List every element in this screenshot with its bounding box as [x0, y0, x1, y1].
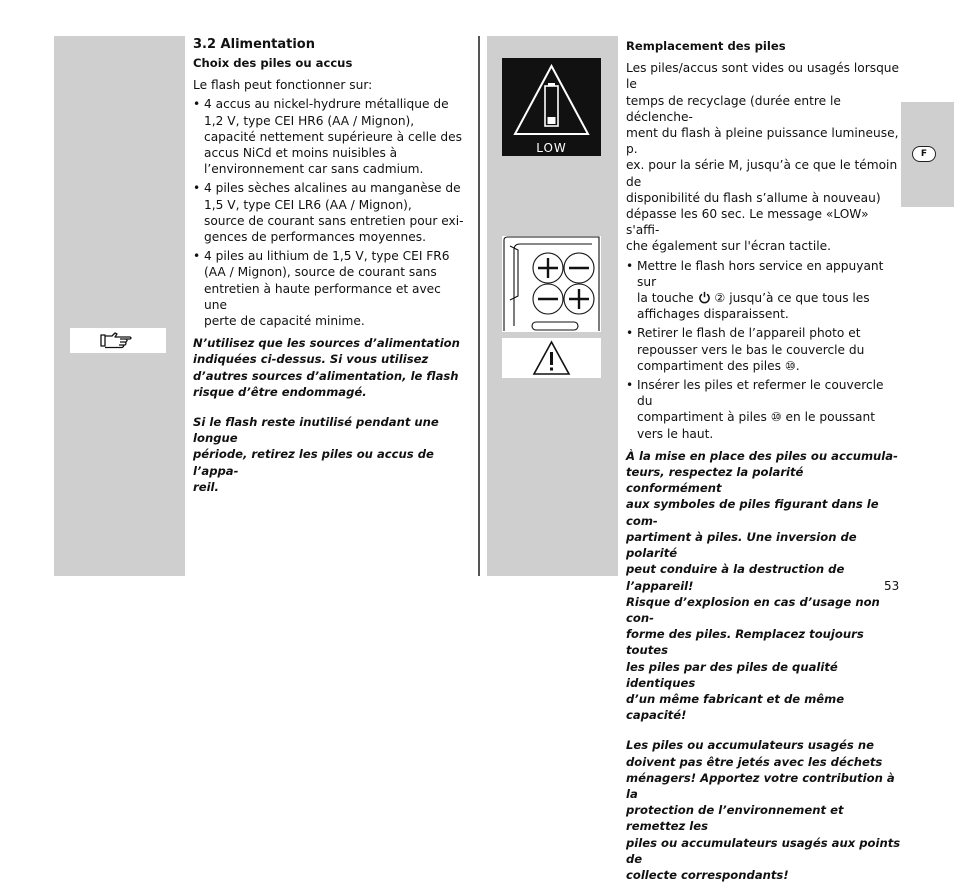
left-margin-bar [54, 36, 185, 576]
low-battery-panel [502, 58, 601, 156]
power-icon [698, 291, 711, 304]
pointing-hand-icon [70, 328, 166, 353]
section-title: 3.2 Alimentation [193, 37, 315, 52]
battery-compartment-illustration [502, 236, 601, 332]
list-item: • Mettre le flash hors service en appuyant sur la touche ② jusqu’à ce que tous les affichages disparaissent. [626, 258, 902, 323]
replacement-title: Remplacement des piles [626, 39, 786, 53]
battery-compartment-icon [502, 236, 601, 332]
power-warning: N’utilisez que les sources d’alimentation indiquées ci-dessus. Si vous utilisez d’autres sources d’alimentation, le flash risque d’être endommagé. [193, 336, 460, 399]
power-source-list [193, 96, 465, 329]
disposal-warning: Les piles ou accumulateurs usagés ne doivent pas être jetés avec les déchets ménagers! Apportez votre contribution à la protection de l’environnement et remettez les piles ou accumulateurs usagés aux points de collecte correspondants! [626, 738, 901, 882]
list-item: • Retirer le flash de l’appareil photo et repousser vers le bas le couvercle du compartiment des piles ⑩. [626, 325, 902, 374]
language-badge: F [912, 146, 936, 162]
storage-warning: Si le flash reste inutilisé pendant une longue période, retirez les piles ou accus de l’appa- reil. [193, 415, 439, 494]
section-subtitle: Choix des piles ou accus [193, 56, 353, 70]
list-item: • 4 accus au nickel-hydrure métallique de 1,2 V, type CEI HR6 (AA / Mignon), capacité nettement supérieure à celle des accus NiCd et moins nuisibles à l’environnement car sans cadmium. [193, 96, 465, 177]
list-item: • 4 piles au lithium de 1,5 V, type CEI FR6 (AA / Mignon), source de courant sans entretien à haute performance et avec une perte de capacité minime. [193, 248, 465, 329]
list-item: • Insérer les piles et refermer le couvercle du compartiment à piles ⑩ en le poussant vers le haut. [626, 377, 902, 442]
list-item: • 4 piles sèches alcalines au manganèse de 1,5 V, type CEI LR6 (AA / Mignon), source de courant sans entretien pour exi- gences de performances moyennes. [193, 180, 465, 245]
low-battery-paragraph: Les piles/accus sont vides ou usagés lorsque le temps de recyclage (durée entre le déclenche- ment du flash à pleine puissance lumineuse, p. ex. pour la série M, jusqu’à ce que le témoin de disponibilité du flash s’allume à nouveau) dépasse les 60 sec. Le message «LOW» s'affi- che également sur l'écran tactile. [626, 61, 900, 254]
left-text-column [193, 36, 465, 495]
intro-text: Le flash peut fonctionner sur: [193, 78, 373, 93]
warning-box [502, 338, 601, 378]
low-label: LOW [536, 141, 567, 155]
replacement-steps [626, 258, 902, 442]
right-text-column [626, 36, 902, 883]
page-number: 53 [884, 579, 900, 593]
warning-triangle-icon [502, 338, 601, 378]
low-battery-warning-icon [502, 58, 601, 156]
note-box [70, 328, 166, 353]
column-divider [478, 36, 480, 576]
polarity-warning: À la mise en place des piles ou accumula- teurs, respectez la polarité conformément aux symboles de piles figurant dans le com- partiment à piles. Une inversion de polarité peut conduire à la destruction de l’appareil! Risque d’explosion en cas d’usage non con- forme des piles. Remplacez toujours toutes les piles par des piles de qualité identiques d’un même fabricant et de même capacité! [626, 448, 898, 723]
